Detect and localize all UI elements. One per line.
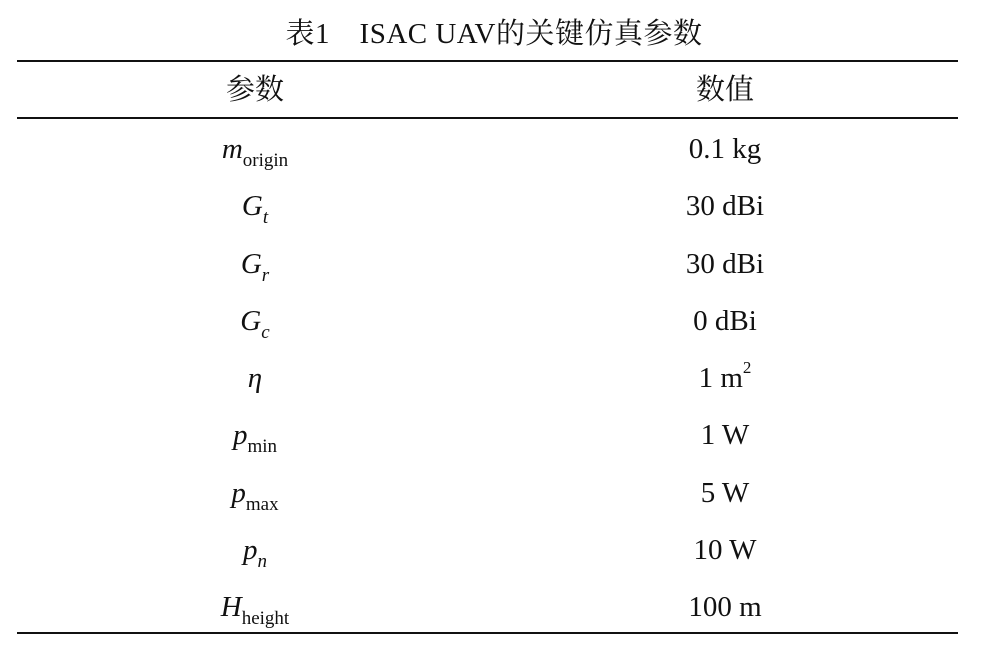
value-cell	[525, 522, 925, 579]
param-value: 100 m	[688, 591, 762, 624]
table-bottom-rule	[17, 632, 958, 634]
param-cell	[55, 407, 455, 464]
table-row	[0, 579, 988, 636]
param-cell	[55, 178, 455, 235]
param-value: 0 dBi	[693, 304, 757, 337]
param-subscript: t	[262, 207, 269, 229]
param-symbol: H	[220, 591, 242, 624]
table-caption: 表1 ISAC UAV的关键仿真参数	[285, 18, 703, 50]
param-value: 0.1 kg	[688, 133, 762, 165]
table-row	[0, 121, 988, 178]
param-symbol: m	[221, 133, 243, 165]
table-body	[0, 121, 988, 637]
param-subscript: height	[241, 608, 290, 630]
value-cell	[525, 121, 925, 178]
param-subscript: min	[247, 436, 278, 458]
table-row	[0, 465, 988, 522]
table-row	[0, 522, 988, 579]
table-top-rule	[17, 60, 958, 62]
param-symbol: G	[241, 190, 263, 223]
param-value: 10 W	[693, 534, 757, 567]
value-cell	[525, 407, 925, 464]
param-cell	[55, 121, 455, 178]
value-cell	[525, 178, 925, 235]
param-value: 30 dBi	[685, 190, 765, 223]
param-cell	[55, 293, 455, 350]
param-value: 1 m	[698, 362, 743, 395]
param-symbol: p	[231, 476, 246, 509]
param-symbol: p	[243, 534, 258, 567]
param-value: 1 W	[700, 419, 750, 452]
param-symbol: G	[240, 247, 262, 280]
param-subscript: r	[261, 264, 270, 286]
value-cell	[525, 236, 925, 293]
param-symbol: p	[232, 419, 248, 452]
table-row	[0, 407, 988, 464]
param-subscript: max	[245, 493, 279, 515]
param-cell	[55, 350, 455, 407]
param-value: 5 W	[700, 476, 750, 509]
table-row	[0, 350, 988, 407]
table-row	[0, 178, 988, 235]
value-cell	[525, 350, 925, 407]
param-cell	[55, 579, 455, 636]
param-value: 30 dBi	[685, 247, 765, 280]
table-row	[0, 236, 988, 293]
table-header-rule	[17, 117, 958, 119]
value-cell	[525, 465, 925, 522]
param-cell	[55, 236, 455, 293]
param-subscript: n	[257, 551, 267, 573]
param-cell	[55, 465, 455, 522]
param-subscript: c	[261, 321, 270, 343]
value-superscript: 2	[742, 358, 752, 378]
param-subscript: origin	[242, 150, 289, 171]
value-cell	[525, 293, 925, 350]
param-symbol: η	[247, 362, 263, 395]
value-cell	[525, 579, 925, 636]
param-cell	[55, 522, 455, 579]
header-value: 数值	[695, 74, 754, 106]
table-row	[0, 293, 988, 350]
param-symbol: G	[240, 304, 262, 337]
header-param: 参数	[225, 74, 284, 106]
